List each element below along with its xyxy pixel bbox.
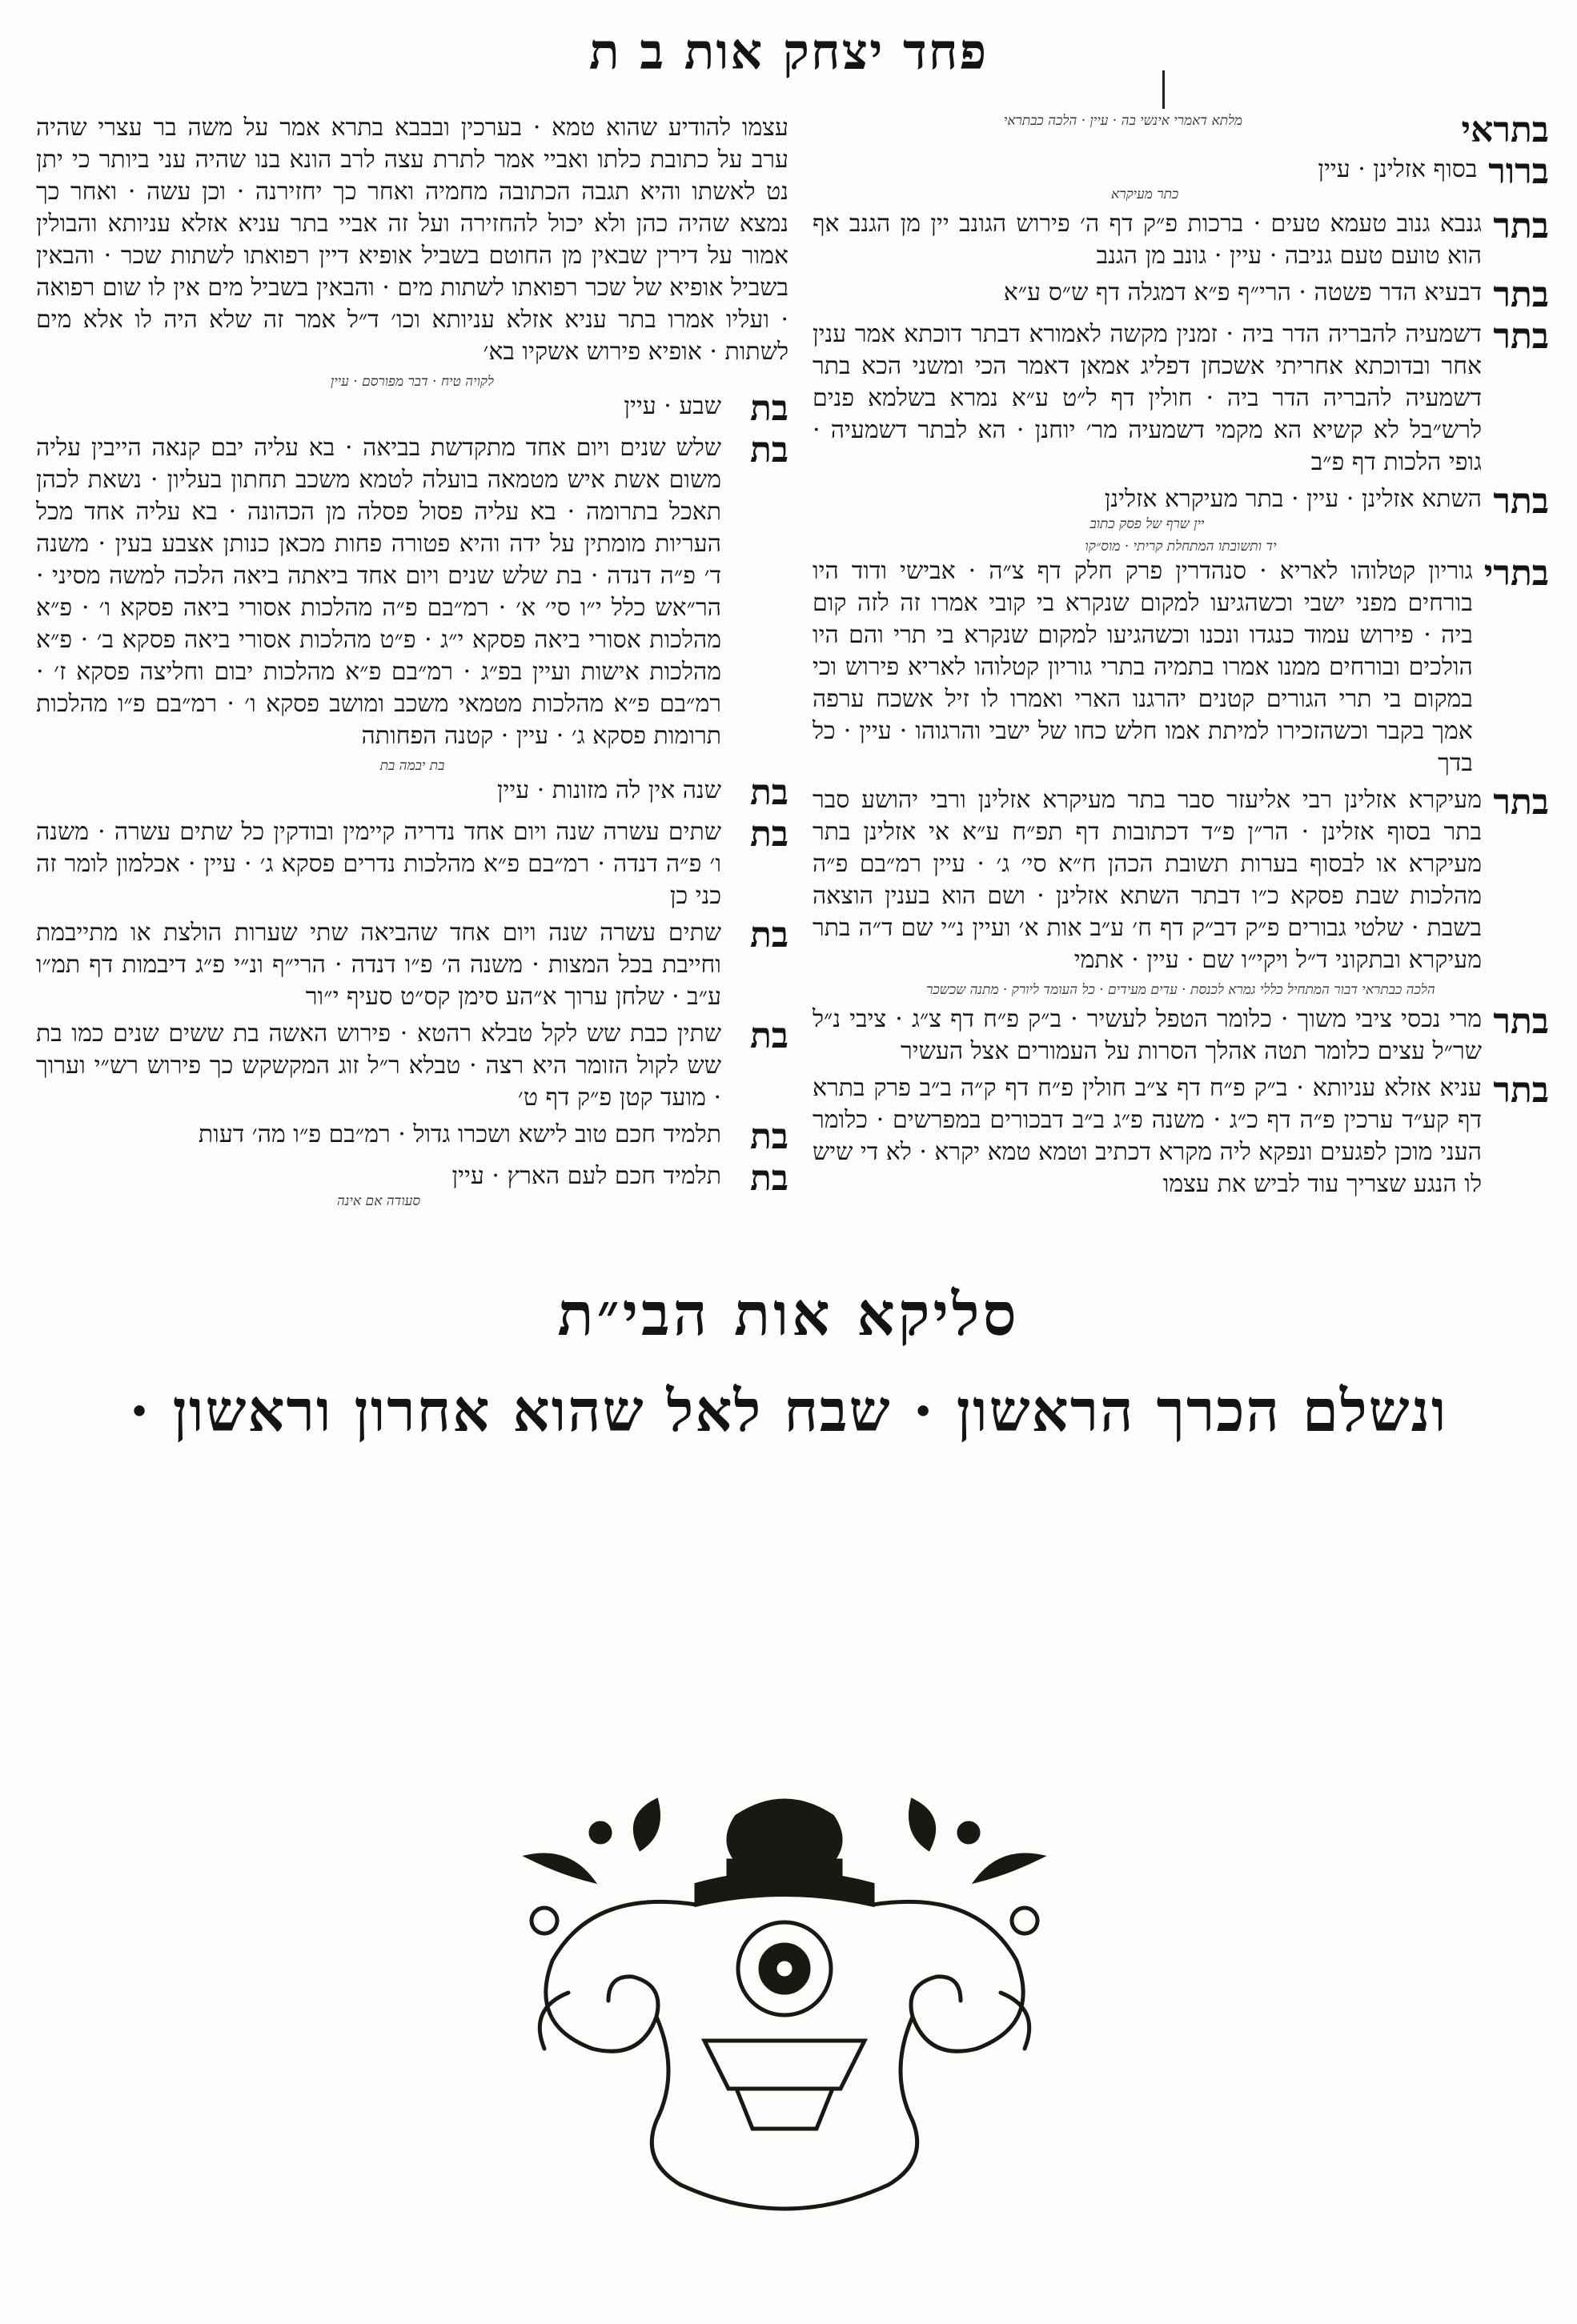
entry-text: גוריון קטלוהו לאריא · סנהדרין פרק חלק דף צ״ה · אבישי ודוד היו בורחים מפני ישבי וכשהגיעו למקום שנקרא בי קובי אמרו זה לזה קום ביה · פירוש עמוד כנגדו ונכנו וכשהגיעו למקום שנקרא בי תרי והם היו הולכים ובורחים ממנו אמרו בתמיה בתרי גוריון קטלוהו לאריא פירוש וכי במקום בי תרי הגורים קטנים יהרגנו הארי ואמרו לו זיל אשכח ערפה אמך בקבר וכשהזכירו למיתת אמו חלש כחו של ישבי והרגוהו · עיין · כל בדך (813, 557, 1473, 777)
tailpiece-ornament (496, 1785, 1073, 2233)
entry-head: בתר (1493, 784, 1549, 823)
entry (36, 917, 788, 1013)
entry (813, 208, 1549, 272)
entry-text: דשמעיה להבריה הדר ביה · זמנין מקשה לאמורא דבתר דוכתא אמר ענין אחר ובדוכתא אחריתי אשכחן דפליג אמאן דאמר הכי ומשני הכא בתר דשמעיה להבריה הדר ביה · חולין דף ל״ט ע״א נמרא בשלמא פנים לרש״בל לא קשיא הא מקמי דשמעיה מר׳ יוחנן · הא לבתר דשמעיה · גופי הלכות דף פ״ב (813, 320, 1482, 476)
entry-head: בתר (1493, 1004, 1549, 1042)
entry (36, 373, 788, 427)
entry-head: ברור (1488, 154, 1549, 192)
entry (813, 784, 1549, 976)
closing-line-1: סליקא אות הבי״ת (557, 1280, 1020, 1349)
entry (813, 1004, 1549, 1068)
entry-head: בת (749, 816, 788, 855)
entry-head: בתרי (1483, 553, 1549, 594)
entry-text: עניא אזלא עניותא · ב״ק פ״ח דף צ״ב חולין פ״ח דף ק״ה ב״ב פרק בתרא דף קע״ד ערכין פ״ה דף כ״ג · משנה פ״ג ב״ב דבכורים במפרשים · כלומר העני מוכן לפגעים ונפקא ליה מקרא דכתיב וטמא טמא יקרא · לא די שיש לו הנגע שצריך עוד לביש את עצמו (813, 1074, 1482, 1198)
entry-text: מרי נכסי ציבי משוך · כלומר הטפל לעשיר · ב״ק פ״ח דף צ״ג · ציבי נ״ל שר״ל עצים כלומר תטה אהלך הסרות על העמורים אצל העשיר (813, 1005, 1482, 1065)
entry (36, 1119, 788, 1156)
entry (813, 154, 1549, 203)
left-column (36, 112, 788, 1288)
entry-head: בתר (1493, 277, 1549, 314)
entry-text: שתים עשרה שנה ויום אחד שהביאה שתי שערות הולצת או מתייבמת וחייבת בכל המצות · משנה ה׳ פ״ו דנדה · הרי״ף ונ״י פ״ג דיבמות דף תמ״ו ע״ב · שלחן ערוך א״הע סימן קס״ט סעיף י״ור (36, 919, 721, 1011)
entry (36, 432, 788, 752)
entry-head: בת (749, 1018, 788, 1056)
entry-text: שלש שנים ויום אחד מתקדשת בביאה · בא עליה יבם קנאה הייבין עליה משום אשת איש מטמאה בועלה לטמא משכב תחתון בעליון · נשאת לכהן תאכל בתרומה · בא עליה פסול פסלה מן הכהונה · בא עליה אחד מכל העריות מומתין על ידה והיא פטורה פחות מכאן כנותן אצבע בעין · משנה ד׳ פ״ה דנדה · בת שלש שנים ויום אחד ביאתה ביאה הלכה למשה מסיני · הר״אש כלל י״ו סי׳ א׳ · רמ״בם פ״ה מהלכות אסורי ביאה פסקא ו׳ · פ״א מהלכות אסורי ביאה פסקא י״ג · פ״ט מהלכות אסורי ביאה פסקא ב׳ · פ״א מהלכות אישות ועיין בפ״ג · רמ״בם פ״א מהלכות יבום וחליצה פסקא ז׳ · רמ״בם פ״א מהלכות מטמאי משכב ומושב פסקא ו׳ · רמ״בם פ״ו מהלכות תרומות פסקא ג׳ · עיין · קטנה הפחותה (36, 434, 721, 750)
entry-head: בתר (1493, 208, 1549, 246)
entry-head: בתר (1493, 483, 1549, 522)
entry-text: שתים עשרה שנה ויום אחד נדריה קיימין ובודקין כל שתים עשרה · משנה ו׳ פ״ה דנדה · רמ״בם פ״א מהלכות נדרים פסקא ג׳ · עיין · אכלמון לומר זה כני כן (36, 818, 721, 910)
entry (36, 757, 788, 811)
entry-gloss: כתר מעיקרא (1111, 186, 1179, 202)
entry (813, 538, 1549, 779)
right-column (813, 112, 1549, 1288)
entry-head: בת (749, 432, 788, 471)
entry-text: גנבא גנוב טעמא טעים · ברכות פ״ק דף ה׳ פירוש הגונב יין מן הגנב אף הוא טועם טעם גניבה · עיין · גונב מן הגנב (813, 210, 1482, 270)
entry-gloss-line (813, 981, 1549, 999)
entry (813, 1072, 1549, 1200)
entry-head: בתר (1493, 1072, 1549, 1111)
entry-gloss: הלכה כבתראי דבור המתחיל כללי גמרא לכנסת · עדים מעידים · כל העומד ליורק · מתנה שכשכר (926, 982, 1435, 998)
entry-text: בסוף אזלינן · עיין (1318, 155, 1478, 183)
closing-line-2: ונשלם הכרך הראשון · שבח לאל שהוא אחרון וראשון · (129, 1376, 1448, 1444)
entry-text: שבע · עיין (624, 392, 721, 420)
entry (36, 816, 788, 912)
entry-head: בתראי (1461, 112, 1549, 149)
entry-text: שנה אין לה מזונות · עיין (496, 776, 721, 804)
entry-gloss: מלתא דאמרי אינשי בה · עיין · הלכה כבתראי (1003, 113, 1243, 129)
entry-head: בת (749, 388, 788, 427)
entry-text: תלמיד חכם לעם הארץ · עיין (451, 1162, 721, 1190)
entry-head: בת (749, 772, 788, 811)
entry-text: שתין כבת שש לקל טבלא רהטא · פירוש האשה בת ששים שנים כמו בת שש לקול הזומר היא רצה · טבלא ר״ל זוג המקשקש כך פירוש רש״י וערוך · מועד קטן פ״ק דף ט׳ (36, 1020, 721, 1112)
entry-text: דבעיא הדר פשטה · הרי״ף פ״א דמגלה דף ש״ס ע״א (1003, 278, 1482, 307)
entry-gloss: סעודה אם אינה (336, 1193, 421, 1209)
margin-mark (1162, 70, 1165, 109)
entry-head: בת (749, 1119, 788, 1156)
entry-gloss: יד ותשובתו המתחלת קריתי · מוס״קו (1085, 539, 1277, 555)
entry (36, 1160, 788, 1210)
entry-text: מעיקרא אזלינן רבי אליעזר סבר בתר מעיקרא אזלינן ורבי יהושע סבר בתר בסוף אזלינן · הר״ן פ״ד דכתובות דף תפ״ח ע״א אי אזלינן בתר מעיקרא או לבסוף בערות תשובת הכהן ח״א סי׳ ג׳ · עיין רמ״בם פ״ה מהלכות שבת פסקא כ״ו דבתר השתא אזלינן · ושם הוא בענין הוצאה בשבת · שלטי גבורים פ״ק דב״ק דף ח׳ ע״ב אות א׳ ועיין נ״י שם ד״ה בתר מעיקרא ובתקוני ד״ל ויקי״ו שם · עיין · אתמי (813, 786, 1482, 974)
entry (813, 112, 1549, 149)
entry (813, 277, 1549, 314)
entry-text: תלמיד חכם טוב לישא ושכרו גדול · רמ״בם פ״ו מה׳ דעות (198, 1120, 721, 1148)
continuation-paragraph: עצמו להודיע שהוא טמא · בערכין ובבבא בתרא אמר על משה בר עצרי שהיה ערב על כתובת כלתו ואביי אמר לתרת עצה לרב הונא בנו שהיה עני ביותר כי יתן נט לאשתו והיא תגבה הכתובה מחמיה ואחר כך יחזירנה · וכן עשה · ואחר כך נמצא שהיה כהן ולא יכול להחזירה ועל זה אביי בתר עניא אזלא עניותא והבולין אמור על דירין שבאין מן החוטם בשביל אופיא דיין רפואתו לשתות שכר · והבאין בשביל אופיא של שכר רפואתו לשתות מים · והבאין בשביל מים אין לו שום רפואה · ועליו אמרו בתר עניא אזלא עניותא וכו׳ ד״ל אמר זה שלא היה לו אלא מים לשתות · אופיא פירוש אשקיו בא׳ (36, 114, 788, 366)
entry (813, 483, 1549, 533)
page-header-title: פחד יצחק אות ב ת (588, 22, 989, 81)
entry-head: בת (749, 917, 788, 956)
entry (813, 319, 1549, 479)
entry-head: בת (749, 1160, 788, 1199)
entry-text: השתא אזלינן · עיין · בתר מעיקרא אזלינן (1104, 485, 1482, 513)
entry-gloss: לקויה טיח · דבר מפורסם · עיין (331, 374, 494, 390)
entry-head: בתר (1493, 319, 1549, 357)
entry-gloss: בת יבמה בת (379, 758, 445, 774)
entry (36, 1018, 788, 1114)
entry-gloss: יין שרף של פסק כתוב (1089, 516, 1205, 532)
